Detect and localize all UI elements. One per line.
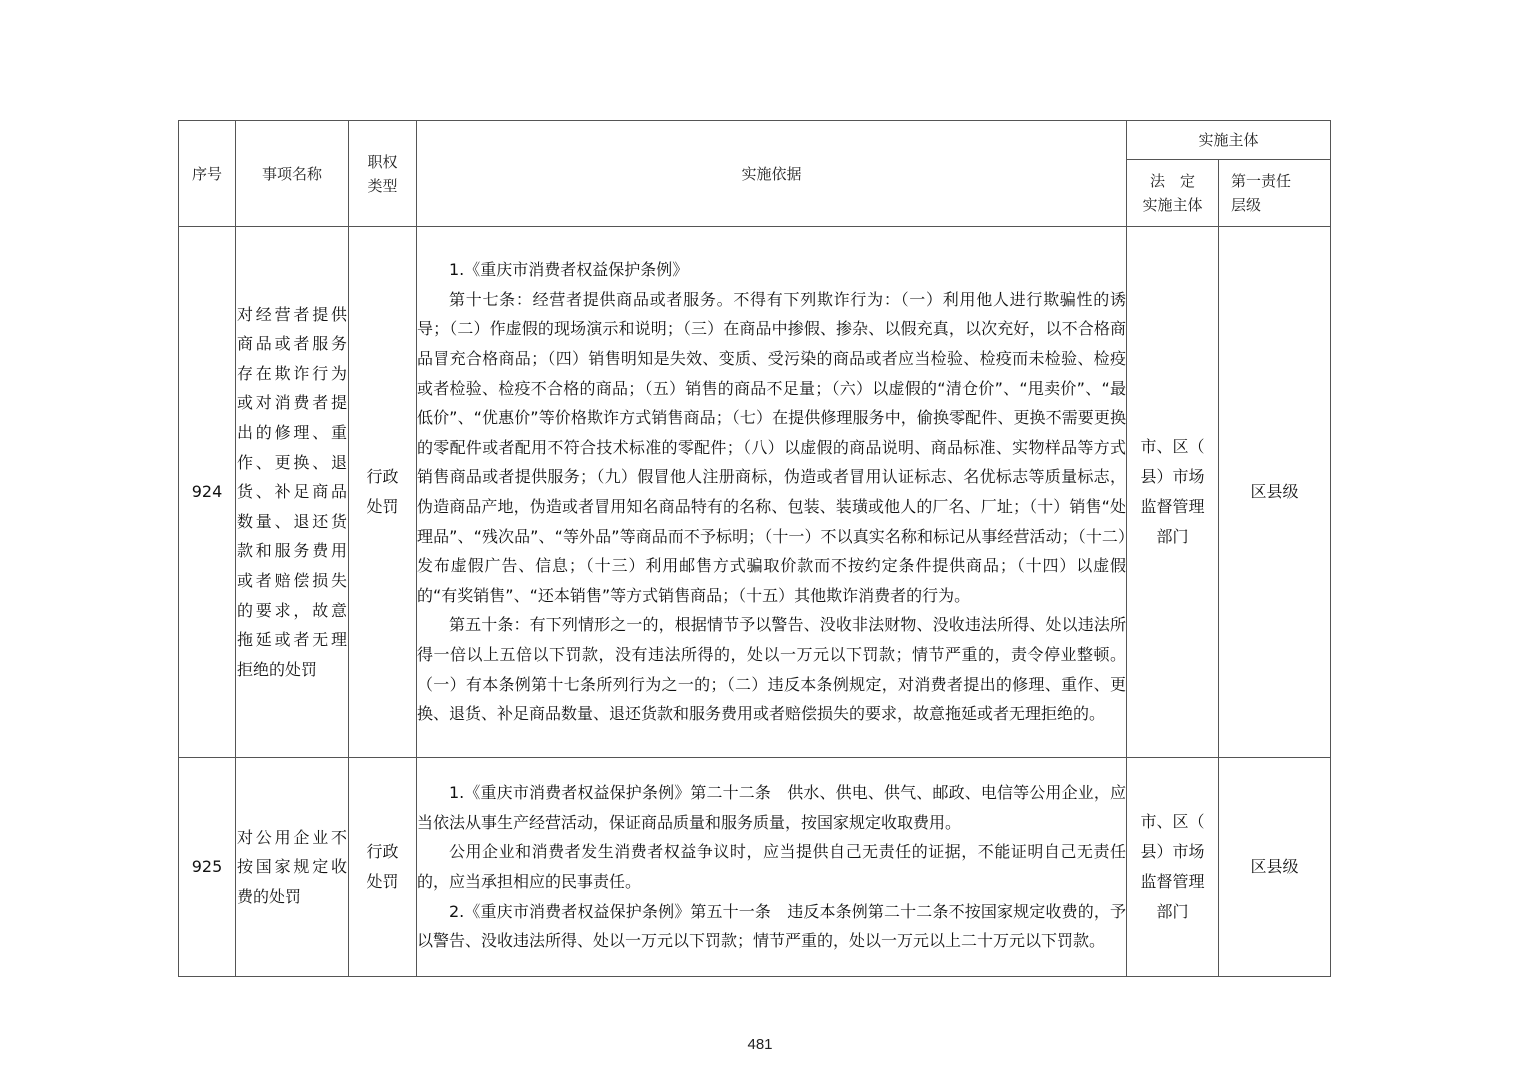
row-seq: 924: [179, 227, 236, 758]
header-legal-line2: 实施主体: [1142, 196, 1203, 214]
header-type: [349, 121, 417, 227]
row-type-line2: 处罚: [366, 872, 399, 891]
row-item-name: 对经营者提供商品或者服务存在欺诈行为或对消费者提出的修理、重作、更换、退货、补足商品数量、退还货款和服务费用或者赔偿损失的要求，故意拖延或者无理拒绝的处罚: [236, 227, 349, 758]
basis-paragraph: 1.《重庆市消费者权益保护条例》第二十二条 供水、供电、供气、邮政、电信等公用企业，应当依法从事生产经营活动，保证商品质量和服务质量，按国家规定收取费用。: [417, 783, 1126, 832]
basis-paragraph: 第十七条：经营者提供商品或者服务。不得有下列欺诈行为：（一）利用他人进行欺骗性的诱导；（二）作虚假的现场演示和说明；（三）在商品中掺假、掺杂、以假充真，以次充好，以不合格商品冒充合格商品；（四）销售明知是失效、变质、受污染的商品或者应当检验、检疫而未检验、检疫或者检验、检疫不合格的商品；（五）销售的商品不足量；（六）以虚假的“清仓价”、“甩卖价”、“最低价”、“优惠价”等价格欺诈方式销售商品；（七）在提供修理服务中，偷换零配件、更换不需要更换的零配件或者配用不符合技术标准的零配件；（八）以虚假的商品说明、商品标准、实物样品等方式销售商品或者提供服务；（九）假冒他人注册商标，伪造或者冒用认证标志、名优标志等质量标志，伪造商品产地，伪造或者冒用知名商品特有的名称、包装、装璜或他人的厂名、厂址；（十）销售“处理品”、“残次品”、“等外品”等商品而不予标明；（十一）不以真实名称和标记从事经营活动；（十二）发布虚假广告、信息；（十三）利用邮售方式骗取价款而不按约定条件提供商品；（十四）以虚假的“有奖销售”、“还本销售”等方式销售商品；（十五）其他欺诈消费者的行为。: [417, 289, 1126, 605]
basis-paragraph: 2.《重庆市消费者权益保护条例》第五十一条 违反本条例第二十二条不按国家规定收费的，予以警告、没收违法所得、处以一万元以下罚款；情节严重的，处以一万元以上二十万元以下罚款。: [417, 901, 1126, 951]
header-type-line2: 类型: [367, 176, 398, 195]
page-number: 481: [747, 1036, 773, 1053]
header-basis: 实施依据: [417, 121, 1127, 227]
header-responsibility-level: [1219, 160, 1331, 227]
row-type: [349, 227, 417, 758]
header-level-line2: 层级: [1231, 196, 1262, 214]
table-row: [179, 758, 1331, 977]
row-basis: [417, 227, 1127, 758]
header-name: 事项名称: [236, 121, 349, 227]
basis-paragraph: 第五十条：有下列情形之一的，根据情节予以警告、没收非法财物、没收违法所得、处以违法所得一倍以上五倍以下罚款，没有违法所得的，处以一万元以下罚款；情节严重的，责令停业整顿。（一）有本条例第十七条所列行为之一的；（二）违反本条例规定，对消费者提出的修理、重作、更换、退货、补足商品数量、退还货款和服务费用或者赔偿损失的要求，故意拖延或者无理拒绝的。: [417, 615, 1126, 724]
header-legal-line1: 法 定: [1149, 172, 1195, 190]
row-type-line1: 行政: [366, 842, 399, 862]
row-legal-subject: [1127, 227, 1219, 758]
subject-line: 县）市场: [1140, 842, 1205, 861]
subject-line: 市、区（: [1140, 437, 1205, 456]
subject-line: 市、区（: [1140, 812, 1205, 831]
row-type: [349, 758, 417, 977]
subject-line: 县）市场: [1140, 467, 1205, 486]
table-row: [179, 227, 1331, 758]
subject-line: 部门: [1156, 902, 1189, 921]
authority-table: [178, 120, 1331, 977]
row-level: 区县级: [1219, 758, 1331, 977]
row-seq: 925: [179, 758, 236, 977]
basis-paragraph: 1.《重庆市消费者权益保护条例》: [449, 260, 689, 280]
row-basis: [417, 758, 1127, 977]
header-legal-subject: [1127, 160, 1219, 227]
header-type-line1: 职权: [367, 152, 398, 171]
header-subject-group: 实施主体: [1127, 121, 1331, 160]
row-type-line1: 行政: [366, 467, 399, 487]
header-seq: 序号: [179, 121, 236, 227]
subject-line: 部门: [1156, 527, 1189, 546]
subject-line: 监督管理: [1140, 497, 1205, 516]
header-level-line1: 第一责任: [1231, 172, 1292, 190]
row-item-name: 对公用企业不按国家规定收费的处罚: [236, 758, 349, 977]
row-legal-subject: [1127, 758, 1219, 977]
row-level: 区县级: [1219, 227, 1331, 758]
subject-line: 监督管理: [1140, 872, 1205, 891]
row-type-line2: 处罚: [366, 497, 399, 516]
basis-paragraph: 公用企业和消费者发生消费者权益争议时，应当提供自己无责任的证据，不能证明自己无责任的，应当承担相应的民事责任。: [417, 842, 1126, 891]
